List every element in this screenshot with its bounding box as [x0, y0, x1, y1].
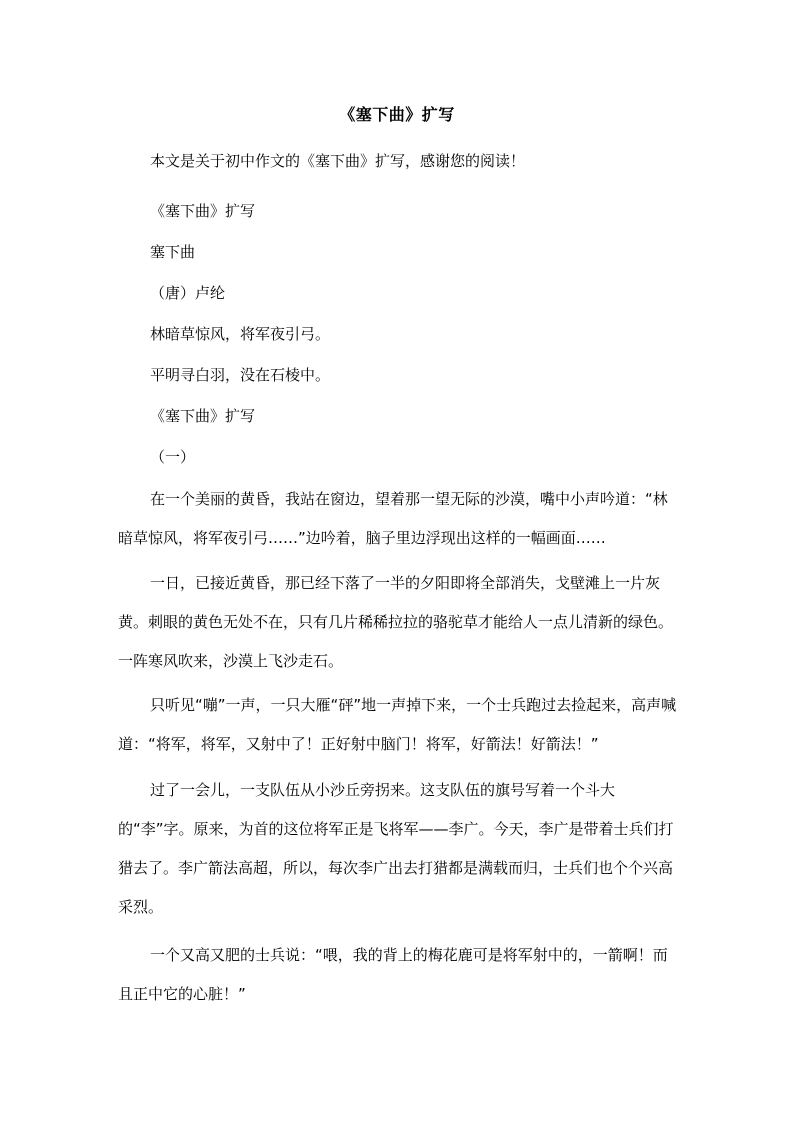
poem-author: （唐）卢纶 [150, 284, 226, 302]
intro-paragraph: 本文是关于初中作文的《塞下曲》扩写，感谢您的阅读！ [150, 152, 526, 170]
expansion-heading: 《塞下曲》扩写 [150, 407, 256, 425]
poem-title: 塞下曲 [150, 243, 196, 261]
poem-line-1: 林暗草惊风，将军夜引弓。 [150, 325, 331, 343]
poem-line-2: 平明寻白羽，没在石棱中。 [150, 366, 331, 384]
story-paragraph-2: 一日，已接近黄昏，那已经下落了一半的夕阳即将全部消失，戈壁滩上一片灰黄。刺眼的黄色无处不在，只有几片稀稀拉拉的骆驼草才能给人一点儿清新的绿色。一阵寒风吹来，沙漠上飞沙走石。 [118, 574, 674, 670]
story-paragraph-1: 在一个美丽的黄昏，我站在窗边，望着那一望无际的沙漠，嘴中小声吟道：“林暗草惊风，将军夜引弓……”边吟着，脑子里边浮现出这样的一幅画面…… [118, 490, 668, 547]
document-title: 《塞下曲》扩写 [339, 105, 455, 124]
story-paragraph-5: 一个又高又肥的士兵说：“喂，我的背上的梅花鹿可是将军射中的，一箭啊！而且正中它的心脏！” [118, 946, 668, 1003]
story-paragraph-3: 只听见“嘣”一声，一只大雁“砰”地一声掉下来，一个士兵跑过去捡起来，高声喊道：“将军，将军，又射中了！正好射中脑门！将军，好箭法！好箭法！” [118, 696, 677, 753]
section-number: （一） [150, 448, 196, 466]
subtitle-paragraph: 《塞下曲》扩写 [150, 202, 256, 220]
story-paragraph-4: 过了一会儿，一支队伍从小沙丘旁拐来。这支队伍的旗号写着一个斗大的“李”字。原来，为首的这位将军正是飞将军——李广。今天，李广是带着士兵们打猎去了。李广箭法高超，所以，每次李广出去打猎都是满载而归，士兵们也个个兴高采烈。 [118, 781, 674, 916]
